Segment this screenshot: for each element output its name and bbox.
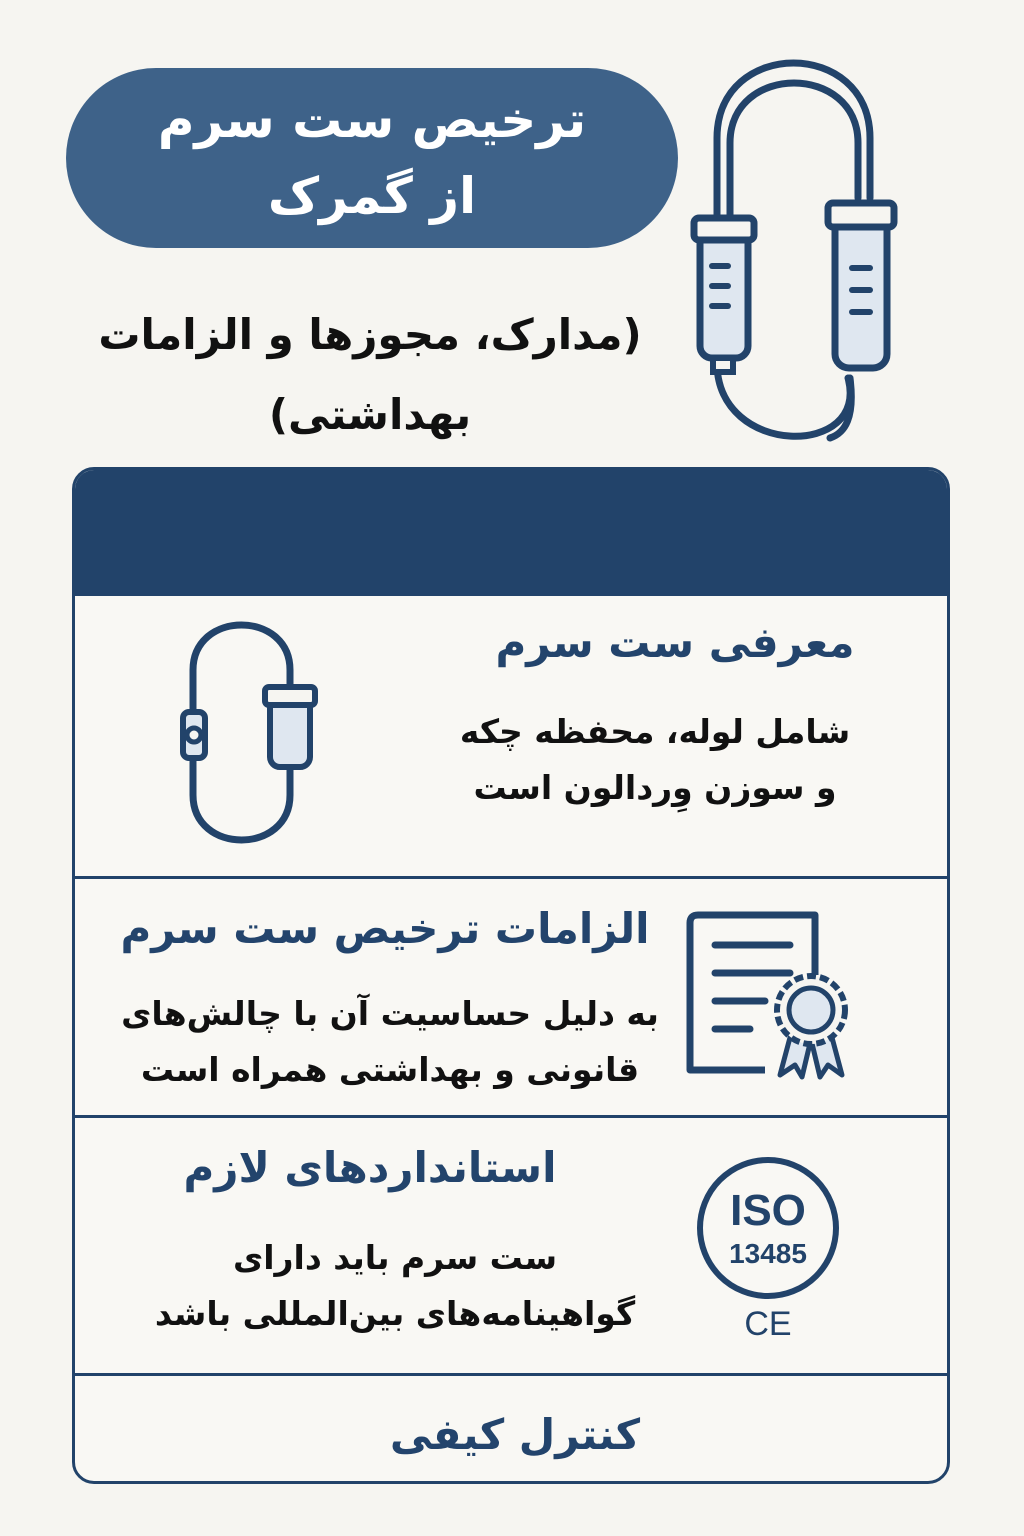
section-title-requirements: الزامات ترخیص ست سرم [120, 904, 650, 953]
section-body-line: گواهینامه‌های بین‌المللی باشد [154, 1294, 636, 1333]
section-body-line: قانونی و بهداشتی همراه است [140, 1050, 640, 1089]
panel-header-bar [75, 470, 947, 596]
info-panel [72, 467, 950, 1484]
subtitle-line-1: (مدارک، مجوزها و الزامات [98, 310, 642, 359]
ce-mark: CE [744, 1305, 792, 1343]
section-body-requirements [90, 986, 690, 1098]
iv-set-icon [175, 615, 325, 850]
section-divider [75, 593, 947, 596]
section-title-intro: معرفی ست سرم [495, 618, 855, 667]
section-divider [75, 1115, 947, 1118]
section-body-standards [105, 1230, 685, 1342]
section-title-quality-control: کنترل کیفی [389, 1410, 641, 1459]
section-body-line: و سوزن وِردالون است [473, 768, 837, 807]
section-body-line: ست سرم باید دارای [232, 1238, 558, 1277]
iso-number: 13485 [729, 1238, 807, 1269]
page-title-line-2: از گمرک [267, 167, 477, 225]
iso-label: ISO [730, 1186, 806, 1235]
section-title-standards: استانداردهای لازم [183, 1143, 557, 1192]
page-subtitle [40, 295, 700, 455]
section-body-line: شامل لوله، محفظه چکه [459, 712, 851, 751]
page-title-line-1: ترخیص ست سرم [157, 91, 587, 149]
section-divider [75, 876, 947, 879]
certificate-icon [680, 905, 870, 1085]
section-body-intro [415, 704, 895, 816]
section-divider [75, 1373, 947, 1376]
subtitle-line-2: بهداشتی) [268, 390, 472, 439]
hero-iv-set-icon [680, 38, 910, 448]
section-body-line: به دلیل حساسیت آن با چالش‌های [121, 994, 659, 1033]
iso-badge-icon [695, 1155, 845, 1345]
title-banner [66, 68, 678, 248]
